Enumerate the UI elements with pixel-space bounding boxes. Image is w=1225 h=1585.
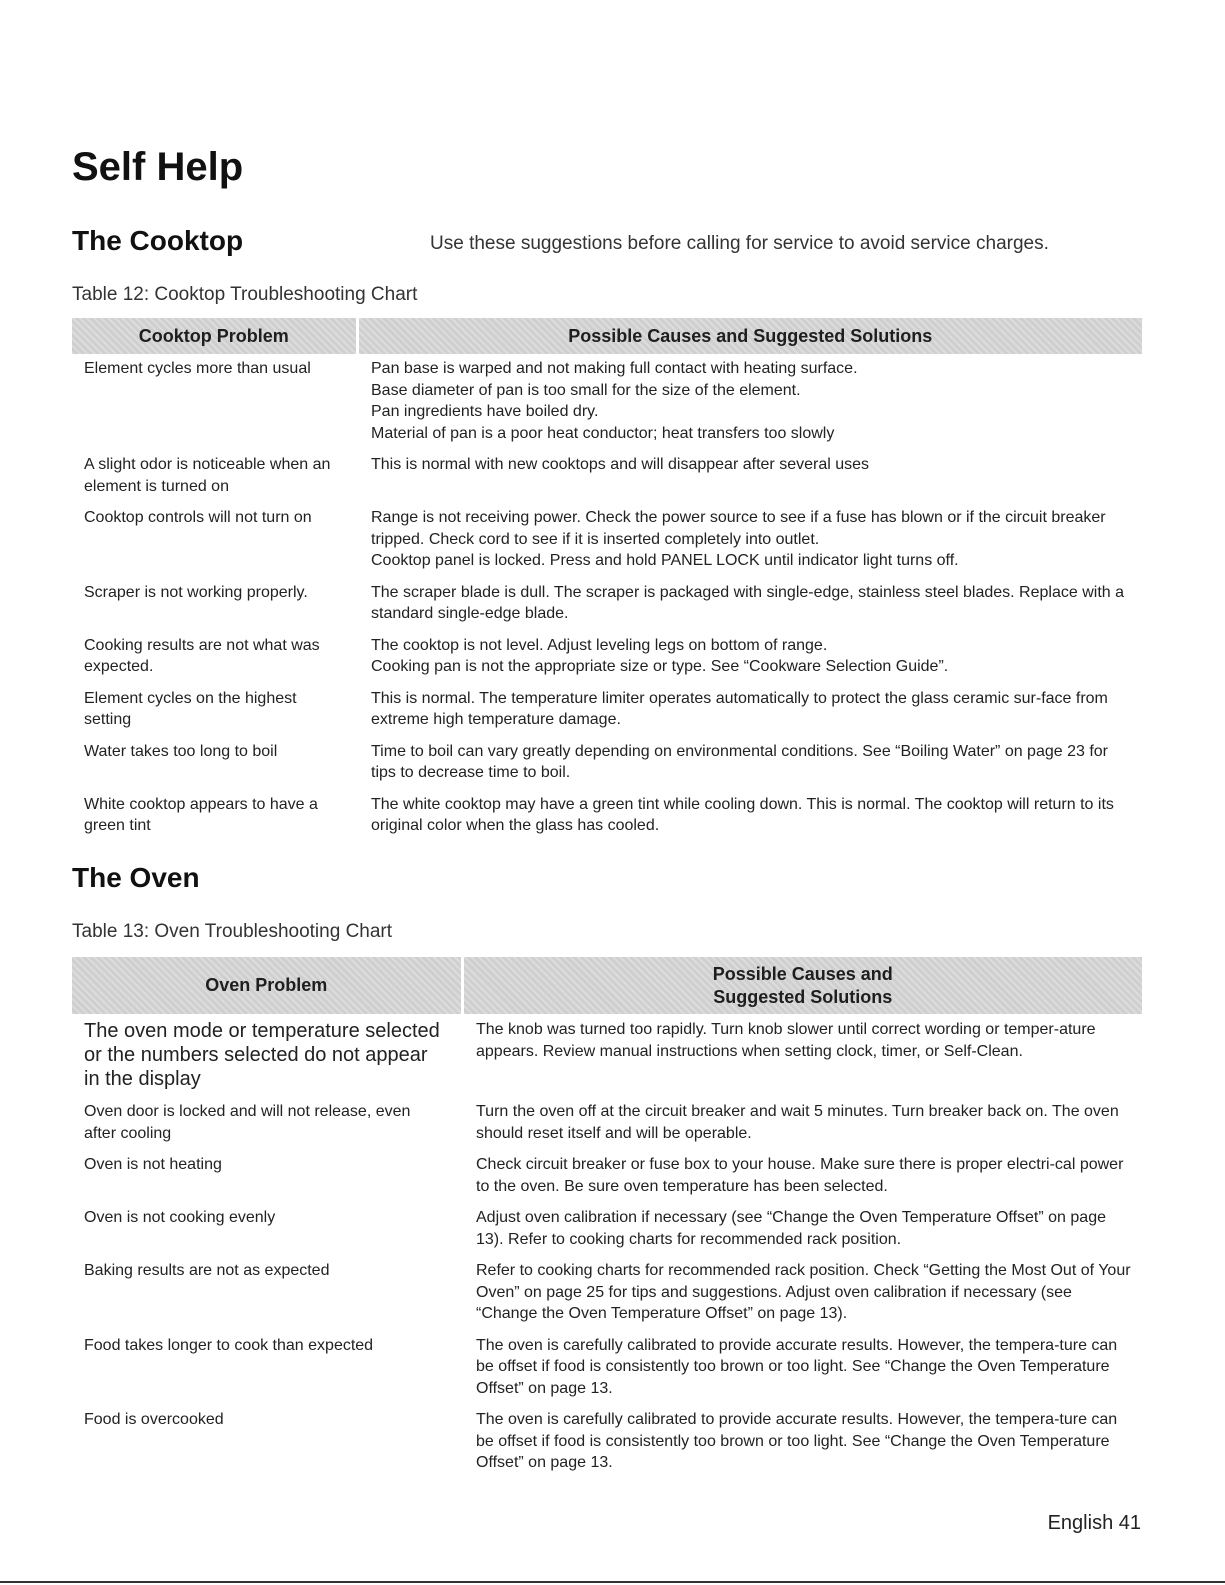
table-row: [72, 1154, 1142, 1207]
solution-line: Cooking pan is not the appropriate size or type. See “Cookware Selection Guide”.: [371, 658, 949, 675]
solution-cell: [462, 1101, 1142, 1154]
table-row: [72, 794, 1142, 847]
problem-cell: The oven mode or temperature selected or the numbers selected do not appear in the display: [84, 1020, 440, 1090]
solution-cell: [462, 1335, 1142, 1410]
cooktop-heading: The Cooktop: [72, 225, 244, 256]
cooktop-intro: Use these suggestions before calling for service to avoid service charges.: [430, 233, 1049, 254]
table-row: [72, 354, 1142, 454]
cooktop-table-caption: Table 12: Cooktop Troubleshooting Chart: [72, 284, 418, 305]
bottom-rule: [0, 1581, 1225, 1583]
table-row: [72, 1101, 1142, 1154]
problem-cell: Water takes too long to boil: [84, 742, 278, 760]
problem-cell: A slight odor is noticeable when an element is turned on: [84, 456, 331, 495]
solution-cell: [357, 454, 1142, 507]
solution-line: The oven is carefully calibrated to provide accurate results. However, the tempera-ture can be offset if food is consistently too brown or too light. See “Change the Oven Temperature Offset” on page 13.: [476, 1411, 1118, 1471]
table-row: [72, 507, 1142, 582]
col-header-oven-problem: Oven Problem: [72, 957, 462, 1014]
table-row: [72, 454, 1142, 507]
problem-cell: Baking results are not as expected: [84, 1262, 330, 1279]
problem-cell: Element cycles more than usual: [84, 360, 311, 377]
col-header-oven-solutions: [462, 957, 1142, 1014]
solution-line: The oven is carefully calibrated to provide accurate results. However, the tempera-ture can be offset if food is consistently too brown or too light. See “Change the Oven Temperature Offset” on page 13.: [476, 1336, 1118, 1397]
solution-line: Base diameter of pan is too small for the size of the element.: [371, 381, 801, 399]
solution-cell: [462, 1207, 1142, 1260]
table-row: [72, 1335, 1142, 1410]
solution-line: The knob was turned too rapidly. Turn knob slower until correct wording or temper-ature appears. Review manual instructions when setting clock, timer, or Self-Clean.: [476, 1021, 1096, 1060]
solution-line: Turn the oven off at the circuit breaker and wait 5 minutes. Turn breaker back on. The oven should reset itself and will be operable.: [476, 1103, 1119, 1142]
solution-line: Pan ingredients have boiled dry.: [371, 403, 599, 420]
oven-table-body: [72, 1014, 1142, 1484]
solution-line: Pan base is warped and not making full contact with heating surface.: [371, 360, 858, 377]
solution-line: This is normal. The temperature limiter operates automatically to protect the glass ceramic sur-face from extreme high temperature damage.: [371, 689, 1108, 728]
solution-cell: [462, 1014, 1142, 1101]
table-row: [72, 1409, 1142, 1484]
solution-line: Time to boil can vary greatly depending on environmental conditions. See “Boiling Water” on page 23 for tips to decrease time to boil.: [371, 742, 1109, 781]
solution-line: Adjust oven calibration if necessary (see “Change the Oven Temperature Offset” on page 13). Refer to cooking charts for recommended rack position.: [476, 1209, 1106, 1248]
solution-cell: [357, 794, 1142, 847]
col-header-oven-solutions-line-2: Suggested Solutions: [713, 986, 893, 1007]
solution-line: Range is not receiving power. Check the power source to see if a fuse has blown or if the circuit breaker tripped. Check cord to see if it is inserted completely into outlet.: [371, 509, 1106, 548]
solution-line: The white cooktop may have a green tint while cooling down. This is normal. The cooktop will return to its original color when the glass has cooled.: [371, 795, 1114, 834]
problem-cell: Scraper is not working properly.: [84, 583, 308, 601]
table-row: [72, 635, 1142, 688]
table-row: [72, 582, 1142, 635]
page-title: Self Help: [72, 145, 244, 189]
solution-line: The cooktop is not level. Adjust leveling legs on bottom of range.: [371, 636, 828, 654]
problem-cell: Cooking results are not what was expected.: [84, 636, 320, 675]
solution-line: Check circuit breaker or fuse box to your house. Make sure there is proper electri-cal power to the oven. Be sure oven temperature has been selected.: [476, 1156, 1124, 1195]
solution-line: This is normal with new cooktops and will disappear after several uses: [371, 456, 870, 473]
solution-line: Material of pan is a poor heat conductor; heat transfers too slowly: [371, 424, 835, 442]
page-number-footer: English 41: [1047, 1512, 1141, 1534]
col-header-oven-solutions-line-1: Possible Causes and: [712, 963, 893, 984]
problem-cell: Food takes longer to cook than expected: [84, 1336, 374, 1354]
problem-cell: Oven door is locked and will not release, even after cooling: [84, 1103, 411, 1142]
oven-table-caption: Table 13: Oven Troubleshooting Chart: [72, 921, 393, 942]
col-header-cooktop-problem: Cooktop Problem: [72, 318, 357, 354]
problem-cell: Oven is not cooking evenly: [84, 1209, 276, 1226]
solution-cell: [357, 507, 1142, 582]
problem-cell: Element cycles on the highest setting: [84, 689, 297, 728]
table-row: [72, 688, 1142, 741]
table-row: [72, 741, 1142, 794]
solution-line: Cooktop panel is locked. Press and hold PANEL LOCK until indicator light turns off.: [371, 552, 959, 569]
table-row: [72, 1260, 1142, 1335]
solution-cell: [357, 582, 1142, 635]
oven-troubleshooting-table: [72, 957, 1142, 1484]
cooktop-troubleshooting-table: [72, 318, 1142, 847]
problem-cell: Cooktop controls will not turn on: [84, 509, 312, 526]
problem-cell: White cooktop appears to have a green tint: [84, 795, 318, 834]
solution-cell: [462, 1260, 1142, 1335]
problem-cell: Oven is not heating: [84, 1156, 222, 1173]
col-header-cooktop-solutions: Possible Causes and Suggested Solutions: [357, 318, 1142, 354]
solution-cell: [357, 354, 1142, 454]
solution-cell: [462, 1409, 1142, 1484]
table-row: [72, 1207, 1142, 1260]
problem-cell: Food is overcooked: [84, 1411, 224, 1428]
table-row: [72, 1014, 1142, 1101]
solution-cell: [357, 688, 1142, 741]
oven-heading: The Oven: [72, 862, 200, 893]
solution-cell: [357, 741, 1142, 794]
solution-line: The scraper blade is dull. The scraper is packaged with single-edge, stainless steel blades. Replace with a standard single-edge blade.: [371, 583, 1124, 622]
solution-line: Refer to cooking charts for recommended rack position. Check “Getting the Most Out of Your Oven” on page 25 for tips and suggestions. Adjust oven calibration if necessary (see “Change the Oven Temperature Offset” on page 13).: [476, 1262, 1131, 1322]
cooktop-table-body: [72, 354, 1142, 847]
solution-cell: [357, 635, 1142, 688]
solution-cell: [462, 1154, 1142, 1207]
